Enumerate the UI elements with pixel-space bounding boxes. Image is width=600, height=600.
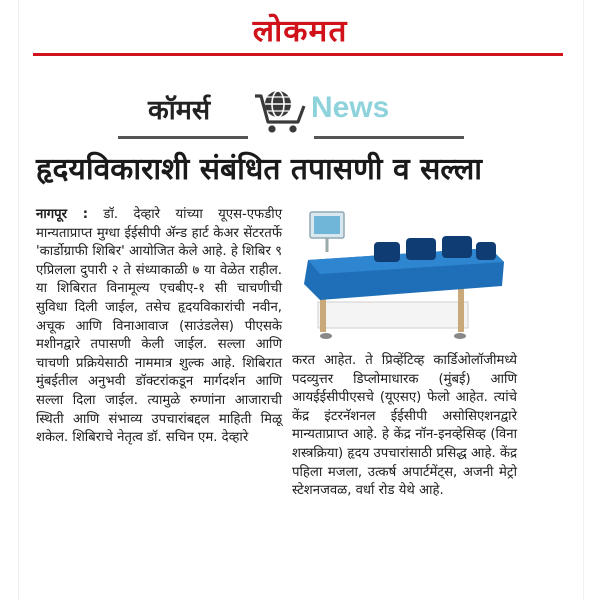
- section-rule-right: [314, 136, 464, 139]
- section-header: [0, 88, 600, 138]
- masthead-rule: [33, 53, 563, 56]
- section-rule-left: [118, 136, 248, 139]
- article-column-right: करत आहेत. ते प्रिव्हेंटिव्ह कार्डिओलॉजीमध्ये पदव्युत्तर डिप्लोमाधारक (मुंबई) आणि आयईईसीपीएसचे (यूएसए) फेलो आहेत. त्यांचे केंद्र इंटरनॅशनल ईईसीपी असोसिएशनद्वारे मान्यताप्राप्त आहे. हे केंद्र नॉन-इनव्हेसिव्ह (विना शस्त्रक्रिया) हृदय उपचारांसाठी प्रसिद्ध आहे. केंद्र पहिला मजला, उत्कर्ष अपार्टमेंट्स, अजनी मेट्रो स्टेशनजवळ, वर्धा रोड येथे आहे.: [292, 353, 517, 499]
- newspaper-masthead: [0, 12, 600, 52]
- article-headline: हृदयविकाराशी संबंधित तपासणी व सल्ला: [36, 152, 483, 187]
- article-left-text: डॉ. देव्हारे यांच्या यूएस-एफडीए मान्यताप्राप्त मुग्धा ईईसीपी ॲन्ड हार्ट केअर सेंटरतर्फे 'कार्डोग्राफी शिबिर' आयोजित केले आहे. हे शिबिर ९ एप्रिलला दुपारी २ ते संध्याकाळी ७ या वेळेत राहील. या शिबिरात विनामूल्य एचबीए-१ सी चाचणीची सुविधा दिली जाईल, तसेच हृदयविकारांची नवीन, अचूक आणि विनाआवाज (साउंडलेस) पीएसके मशीनद्वारे तपासणी केली जाईल. सल्ला आणि चाचणी प्रक्रियेसाठी नाममात्र शुल्क आहे. शिबिरात मुंबईतील अनुभवी डॉक्टरांकडून मार्गदर्शन आणि सल्ला दिला जाईल. त्यामुळे रुग्णांना आजाराची स्थिती आणि संभाव्य उपचारांबद्दल माहिती मिळू शकेल. शिबिराचे नेतृत्व डॉ. सचिन एम. देव्हारे: [36, 207, 282, 446]
- eecp-treatment-bed-icon: [290, 202, 518, 342]
- section-label-commerce: कॉमर्स: [148, 95, 211, 126]
- shopping-cart-globe-icon: [252, 88, 312, 136]
- section-label-news: News: [311, 91, 390, 124]
- article-dateline: नागपूर :: [36, 207, 89, 222]
- article-column-left: [36, 206, 282, 448]
- masthead-title: लोकमत: [252, 14, 348, 49]
